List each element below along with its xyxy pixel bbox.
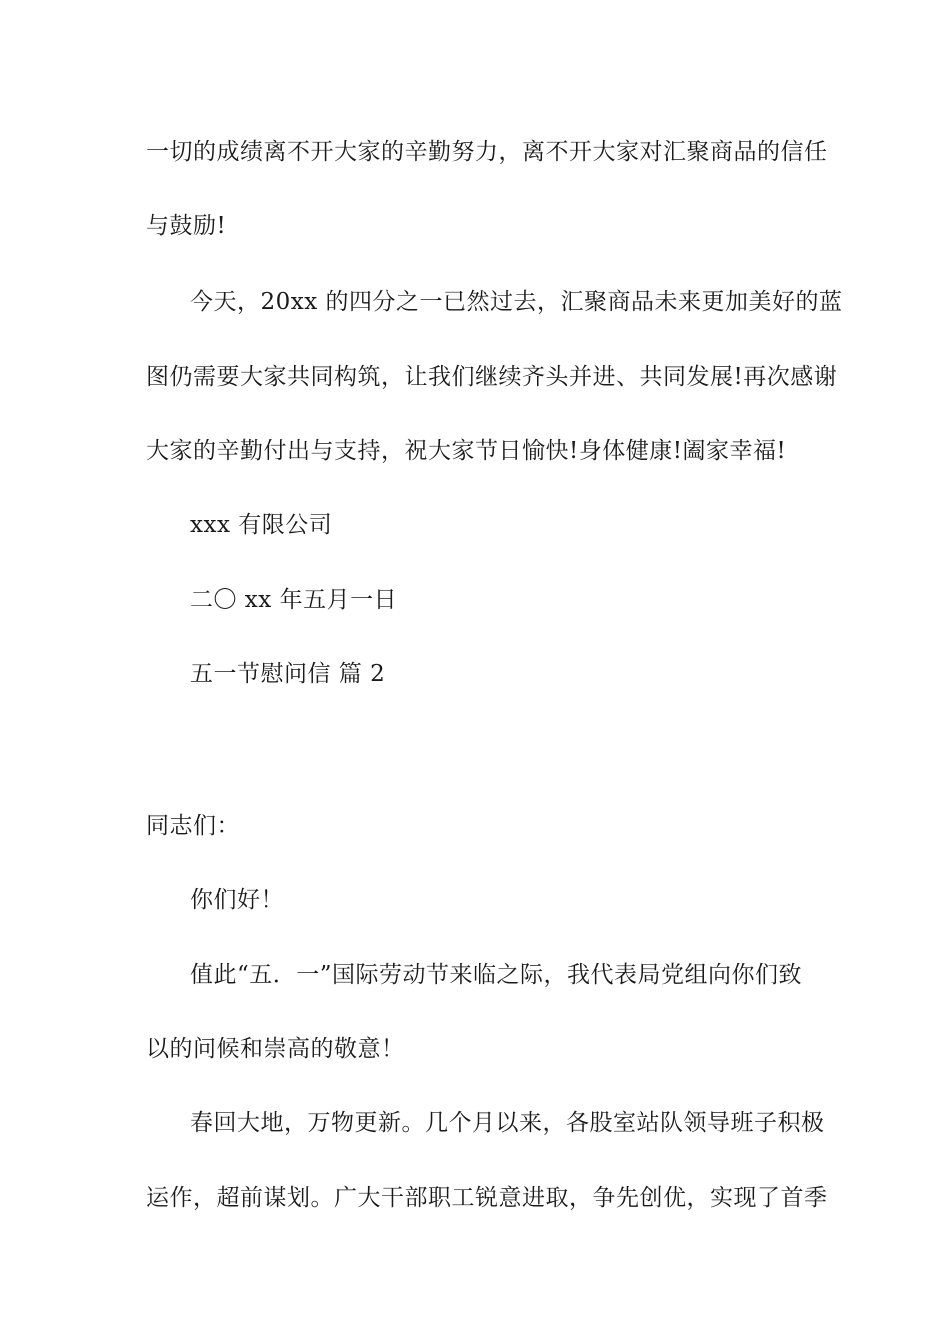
- paragraph-line: 以的问候和崇高的敬意！: [146, 1036, 405, 1062]
- paragraph-line: 运作，超前谋划。广大干部职工锐意进取，争先创优，实现了首季: [146, 1185, 828, 1211]
- section-heading: 五一节慰问信 篇 2: [190, 661, 386, 687]
- paragraph-line: 春回大地，万物更新。几个月以来，各股室站队领导班子积极: [190, 1110, 825, 1136]
- paragraph-line: 大家的辛勤付出与支持，祝大家节日愉快!身体健康!阖家幸福!: [146, 438, 787, 464]
- signature-date: 二〇 xx 年五月一日: [190, 587, 398, 613]
- paragraph-line: 与鼓励!: [146, 213, 227, 239]
- signature-company: xxx 有限公司: [190, 512, 333, 538]
- greeting: 你们好！: [190, 887, 284, 913]
- paragraph-line: 图仍需要大家共同构筑，让我们继续齐头并进、共同发展!再次感谢: [146, 364, 838, 390]
- paragraph-line: 一切的成绩离不开大家的辛勤努力，离不开大家对汇聚商品的信任: [146, 139, 828, 165]
- salutation: 同志们：: [146, 813, 240, 839]
- paragraph-line: 今天，20xx 的四分之一已然过去，汇聚商品未来更加美好的蓝: [190, 289, 843, 315]
- paragraph-line: 值此“五．一”国际劳动节来临之际，我代表局党组向你们致: [190, 962, 803, 988]
